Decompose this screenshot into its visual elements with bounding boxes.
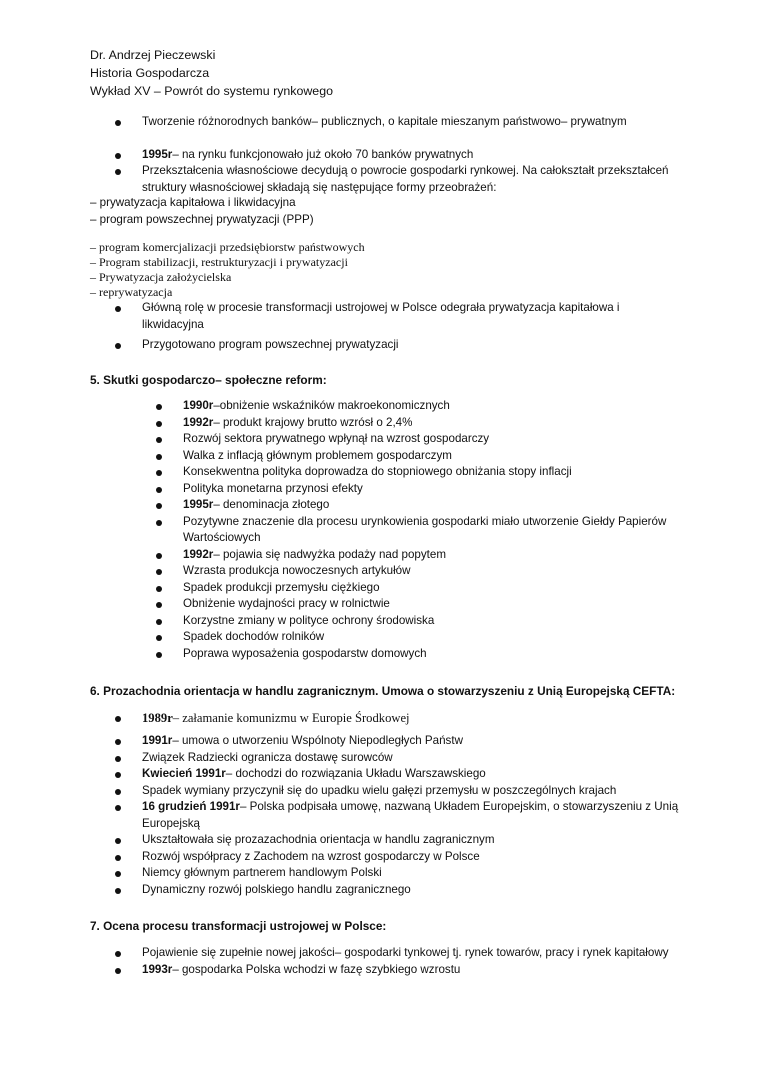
list-item: Pozytywne znaczenie dla procesu urynkowienia gospodarki miało utworzenie Giełdy Papierów Wartościowych	[153, 514, 693, 547]
list-item: Tworzenie różnorodnych banków– publicznych, o kapitale mieszanym państwowo– prywatnym	[112, 114, 682, 131]
list-item: Związek Radziecki ogranicza dostawę surowców	[112, 750, 682, 767]
list-item: Korzystne zmiany w polityce ochrony środowiska	[153, 613, 693, 630]
list-item: 1992r– pojawia się nadwyżka podaży nad popytem	[153, 547, 693, 564]
section-6-title: 6. Prozachodnia orientacja w handlu zagranicznym. Umowa o stowarzyszeniu z Unią Europejską CEFTA:	[90, 684, 676, 698]
bullet-icon	[156, 437, 162, 443]
bullet-icon	[156, 635, 162, 641]
bullet-icon	[156, 503, 162, 509]
list-item: Rozwój współpracy z Zachodem na wzrost gospodarczy w Polsce	[112, 849, 682, 866]
list-item: Spadek dochodów rolników	[153, 629, 693, 646]
bullet-icon	[156, 470, 162, 476]
bullet-icon	[156, 487, 162, 493]
bullet-icon	[115, 888, 121, 894]
list-item: Wzrasta produkcja nowoczesnych artykułów	[153, 563, 693, 580]
bullet-icon	[115, 805, 121, 811]
list-item: Dynamiczny rozwój polskiego handlu zagranicznego	[112, 882, 682, 899]
bullet-icon	[115, 169, 121, 175]
document-header	[90, 46, 333, 100]
lecture-title: Wykład XV – Powrót do systemu rynkowego	[90, 84, 333, 98]
form-item: – Prywatyzacja założycielska	[90, 270, 232, 284]
section-6-list	[112, 709, 682, 898]
list-item: Przekształcenia własnościowe decydują o powrocie gospodarki rynkowej. Na całokształt przekształceń struktury własnościowej składają się następujące formy przeobrażeń:	[112, 163, 682, 196]
bullet-icon	[115, 120, 121, 126]
bullet-icon	[115, 772, 121, 778]
forms-list-a	[90, 195, 314, 228]
list-item: Główną rolę w procesie transformacji ustrojowej w Polsce odegrała prywatyzacja kapitałowa i likwidacyjna	[112, 300, 642, 333]
bullet-icon	[156, 454, 162, 460]
list-item: 1989r– załamanie komunizmu w Europie Środkowej	[112, 709, 682, 727]
bullet-icon	[115, 716, 121, 722]
bullet-icon	[115, 306, 121, 312]
list-item: Przygotowano program powszechnej prywatyzacji	[112, 337, 642, 354]
list-item: 1990r–obniżenie wskaźników makroekonomicznych	[153, 398, 693, 415]
form-item: – prywatyzacja kapitałowa i likwidacyjna	[90, 196, 296, 209]
list-item: 1993r– gospodarka Polska wchodzi w fazę szybkiego wzrostu	[112, 962, 702, 979]
form-item: – Program stabilizacji, restrukturyzacji i prywatyzacji	[90, 255, 348, 269]
bullet-icon	[156, 602, 162, 608]
bullet-icon	[156, 520, 162, 526]
after-forms-bullets	[112, 300, 642, 354]
bullet-icon	[115, 343, 121, 349]
list-item: Konsekwentna polityka doprowadza do stopniowego obniżania stopy inflacji	[153, 464, 693, 481]
list-item: Poprawa wyposażenia gospodarstw domowych	[153, 646, 693, 663]
bullet-icon	[156, 619, 162, 625]
bullet-icon	[156, 421, 162, 427]
bullet-icon	[156, 569, 162, 575]
author-line: Dr. Andrzej Pieczewski	[90, 48, 216, 62]
bullet-icon	[156, 404, 162, 410]
bullet-icon	[115, 871, 121, 877]
list-item: Rozwój sektora prywatnego wpłynął na wzrost gospodarczy	[153, 431, 693, 448]
bullet-icon	[156, 553, 162, 559]
list-item: Kwiecień 1991r– dochodzi do rozwiązania Układu Warszawskiego	[112, 766, 682, 783]
bullet-icon	[115, 838, 121, 844]
list-item: Niemcy głównym partnerem handlowym Polski	[112, 865, 682, 882]
bullet-icon	[115, 968, 121, 974]
top-bullets	[112, 114, 682, 196]
bullet-icon	[115, 153, 121, 159]
section-7-list	[112, 945, 702, 978]
list-item: Obniżenie wydajności pracy w rolnictwie	[153, 596, 693, 613]
bullet-icon	[115, 855, 121, 861]
list-item: Pojawienie się zupełnie nowej jakości– gospodarki tynkowej tj. rynek towarów, pracy i rynek kapitałowy	[112, 945, 702, 962]
course-line: Historia Gospodarcza	[90, 66, 210, 80]
section-5-title: 5. Skutki gospodarczo– społeczne reform:	[90, 373, 327, 387]
section-5-list	[153, 398, 693, 662]
bullet-icon	[115, 739, 121, 745]
form-item: – reprywatyzacja	[90, 285, 173, 299]
bullet-icon	[156, 652, 162, 658]
list-item: 1995r– na rynku funkcjonowało już około 70 banków prywatnych	[112, 147, 682, 164]
list-item: Polityka monetarna przynosi efekty	[153, 481, 693, 498]
list-item: 1992r– produkt krajowy brutto wzrósł o 2,4%	[153, 415, 693, 432]
list-item: 16 grudzień 1991r– Polska podpisała umowę, nazwaną Układem Europejskim, o stowarzyszeniu z Unią Europejską	[112, 799, 682, 832]
list-item: Spadek produkcji przemysłu ciężkiego	[153, 580, 693, 597]
bullet-icon	[115, 789, 121, 795]
bullet-icon	[115, 756, 121, 762]
list-item: Spadek wymiany przyczynił się do upadku wielu gałęzi przemysłu w poszczególnych krajach	[112, 783, 682, 800]
bullet-icon	[156, 586, 162, 592]
forms-list-b	[90, 240, 365, 300]
form-item: – program komercjalizacji przedsiębiorstw państwowych	[90, 240, 365, 254]
list-item: 1995r– denominacja złotego	[153, 497, 693, 514]
list-item: Walka z inflacją głównym problemem gospodarczym	[153, 448, 693, 465]
bullet-icon	[115, 951, 121, 957]
list-item: 1991r– umowa o utworzeniu Wspólnoty Niepodległych Państw	[112, 733, 682, 750]
list-item: Ukształtowała się prozazachodnia orientacja w handlu zagranicznym	[112, 832, 682, 849]
section-7-title: 7. Ocena procesu transformacji ustrojowej w Polsce:	[90, 919, 387, 933]
form-item: – program powszechnej prywatyzacji (PPP)	[90, 212, 314, 226]
